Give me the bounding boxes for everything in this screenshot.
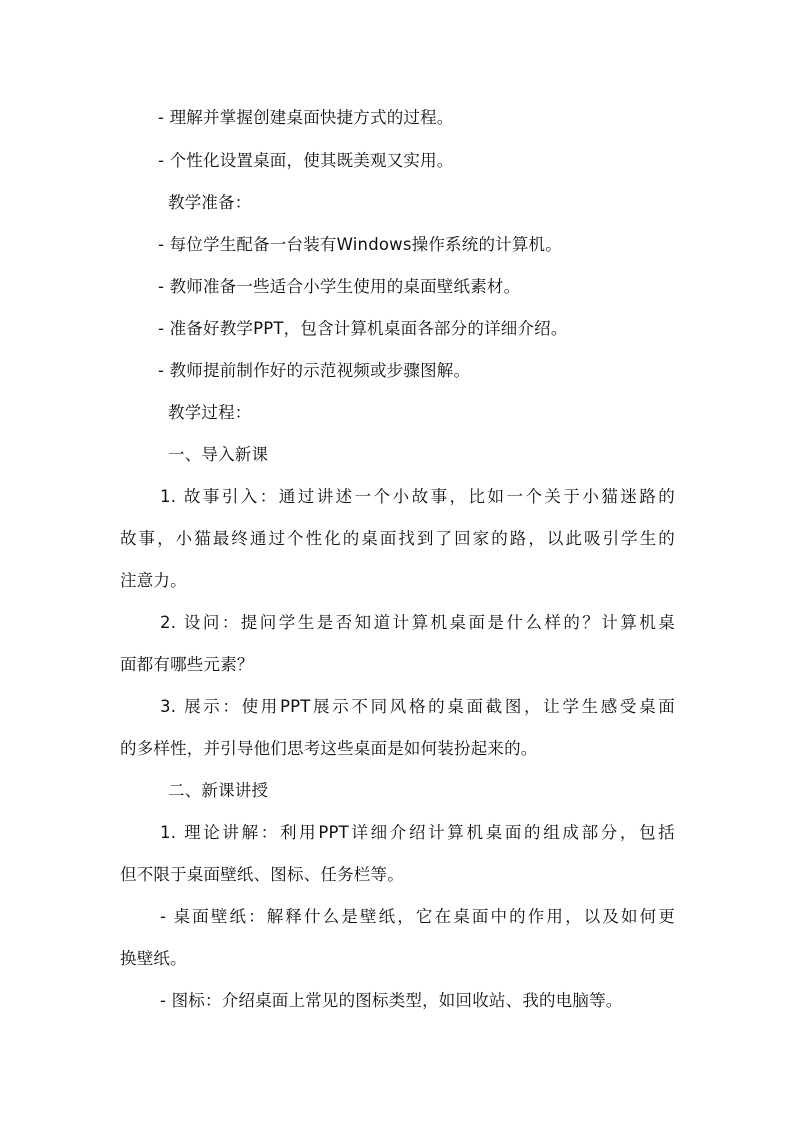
text-line-personalize-desktop: - 个性化设置桌面，使其既美观又实用。 bbox=[158, 151, 454, 170]
text-line-display-2: 的多样性，并引导他们思考这些桌面是如何装扮起来的。 bbox=[120, 739, 538, 758]
text-line-display-1: 3. 展示：使用PPT展示不同风格的桌面截图，让学生感受桌面 bbox=[160, 697, 675, 716]
text-line-question-2: 面都有哪些元素？ bbox=[120, 655, 254, 674]
text-line-icons: - 图标：介绍桌面上常见的图标类型，如回收站、我的电脑等。 bbox=[160, 991, 623, 1010]
text-line-wallpaper-2: 换壁纸。 bbox=[120, 949, 187, 968]
text-line-wallpaper-1: - 桌面壁纸：解释什么是壁纸，它在桌面中的作用，以及如何更 bbox=[160, 907, 675, 926]
text-line-teaching-ppt: - 准备好教学PPT，包含计算机桌面各部分的详细介绍。 bbox=[158, 319, 568, 338]
text-line-story-3: 注意力。 bbox=[120, 571, 187, 590]
heading-teaching-process: 教学过程： bbox=[168, 403, 252, 422]
text-line-question-1: 2. 设问：提问学生是否知道计算机桌面是什么样的？计算机桌 bbox=[160, 613, 675, 632]
text-line-story-1: 1. 故事引入：通过讲述一个小故事，比如一个关于小猫迷路的 bbox=[160, 487, 675, 506]
heading-introduction: 一、导入新课 bbox=[168, 445, 269, 464]
text-line-demo-video: - 教师提前制作好的示范视频或步骤图解。 bbox=[158, 361, 471, 380]
text-line-theory-1: 1. 理论讲解：利用PPT详细介绍计算机桌面的组成部分，包括 bbox=[160, 823, 675, 842]
text-line-theory-2: 但不限于桌面壁纸、图标、任务栏等。 bbox=[120, 865, 404, 884]
text-line-story-2: 故事，小猫最终通过个性化的桌面找到了回家的路，以此吸引学生的 bbox=[120, 529, 675, 548]
heading-teaching-preparation: 教学准备： bbox=[168, 193, 252, 212]
heading-new-lesson: 二、新课讲授 bbox=[168, 781, 269, 800]
text-line-computer-per-student: - 每位学生配备一台装有Windows操作系统的计算机。 bbox=[158, 235, 562, 254]
text-line-wallpaper-materials: - 教师准备一些适合小学生使用的桌面壁纸素材。 bbox=[158, 277, 521, 296]
text-line-understand-shortcut: - 理解并掌握创建桌面快捷方式的过程。 bbox=[158, 108, 454, 127]
